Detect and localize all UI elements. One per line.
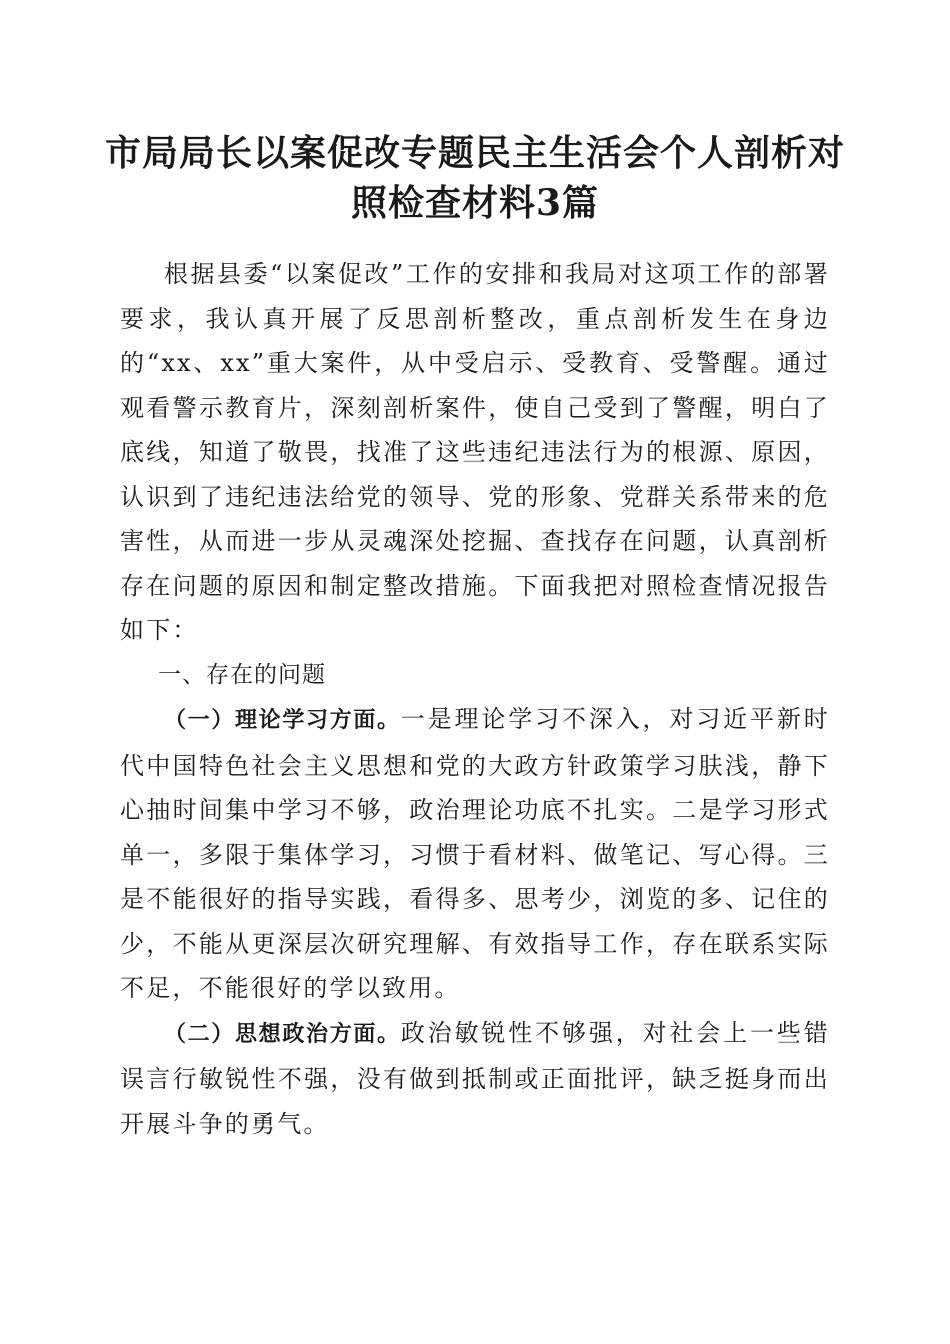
document-body <box>120 252 830 1146</box>
title-line-1: 市局局长以案促改专题民主生活会个人剖析对 <box>104 132 845 174</box>
paragraph-political-thought <box>120 1011 830 1147</box>
item-label-political-thought: （二）思想政治方面。 <box>164 1021 401 1047</box>
item-text-political-thought: 政治敏锐性不够强，对社会上一些错误言行敏锐性不强，没有做到抵制或正面批评，缺乏挺身而出开展斗争的勇气。 <box>120 1018 830 1138</box>
paragraph-theory-study <box>120 697 830 1011</box>
section-heading-problems: 一、存在的问题 <box>158 661 326 688</box>
title-line-2: 照检查材料3篇 <box>350 182 600 224</box>
item-text-theory-study: 一是理论学习不深入，对习近平新时代中国特色社会主义思想和党的大政方针政策学习肤浅，静下心抽时间集中学习不够，政治理论功底不扎实。二是学习形式单一，多限于集体学习，习惯于看材料、做笔记、写心得。三是不能很好的指导实践，看得多、思考少，浏览的多、记住的少，不能从更深层次研究理解、有效指导工作，存在联系实际不足，不能很好的学以致用。 <box>120 705 830 1002</box>
document-title <box>100 128 850 228</box>
intro-paragraph: 根据县委“以案促改”工作的安排和我局对这项工作的部署要求，我认真开展了反思剖析整改，重点剖析发生在身边的“xx、xx”重大案件，从中受启示、受教育、受警醒。通过观看警示教育片，深刻剖析案件，使自己受到了警醒，明白了底线，知道了敬畏，找准了这些违纪违法行为的根源、原因，认识到了违纪违法给党的领导、党的形象、党群关系带来的危害性，从而进一步从灵魂深处挖掘、查找存在问题，认真剖析存在问题的原因和制定整改措施。下面我把对照检查情况报告如下： <box>120 260 830 644</box>
item-label-theory-study: （一）理论学习方面。 <box>164 708 401 733</box>
